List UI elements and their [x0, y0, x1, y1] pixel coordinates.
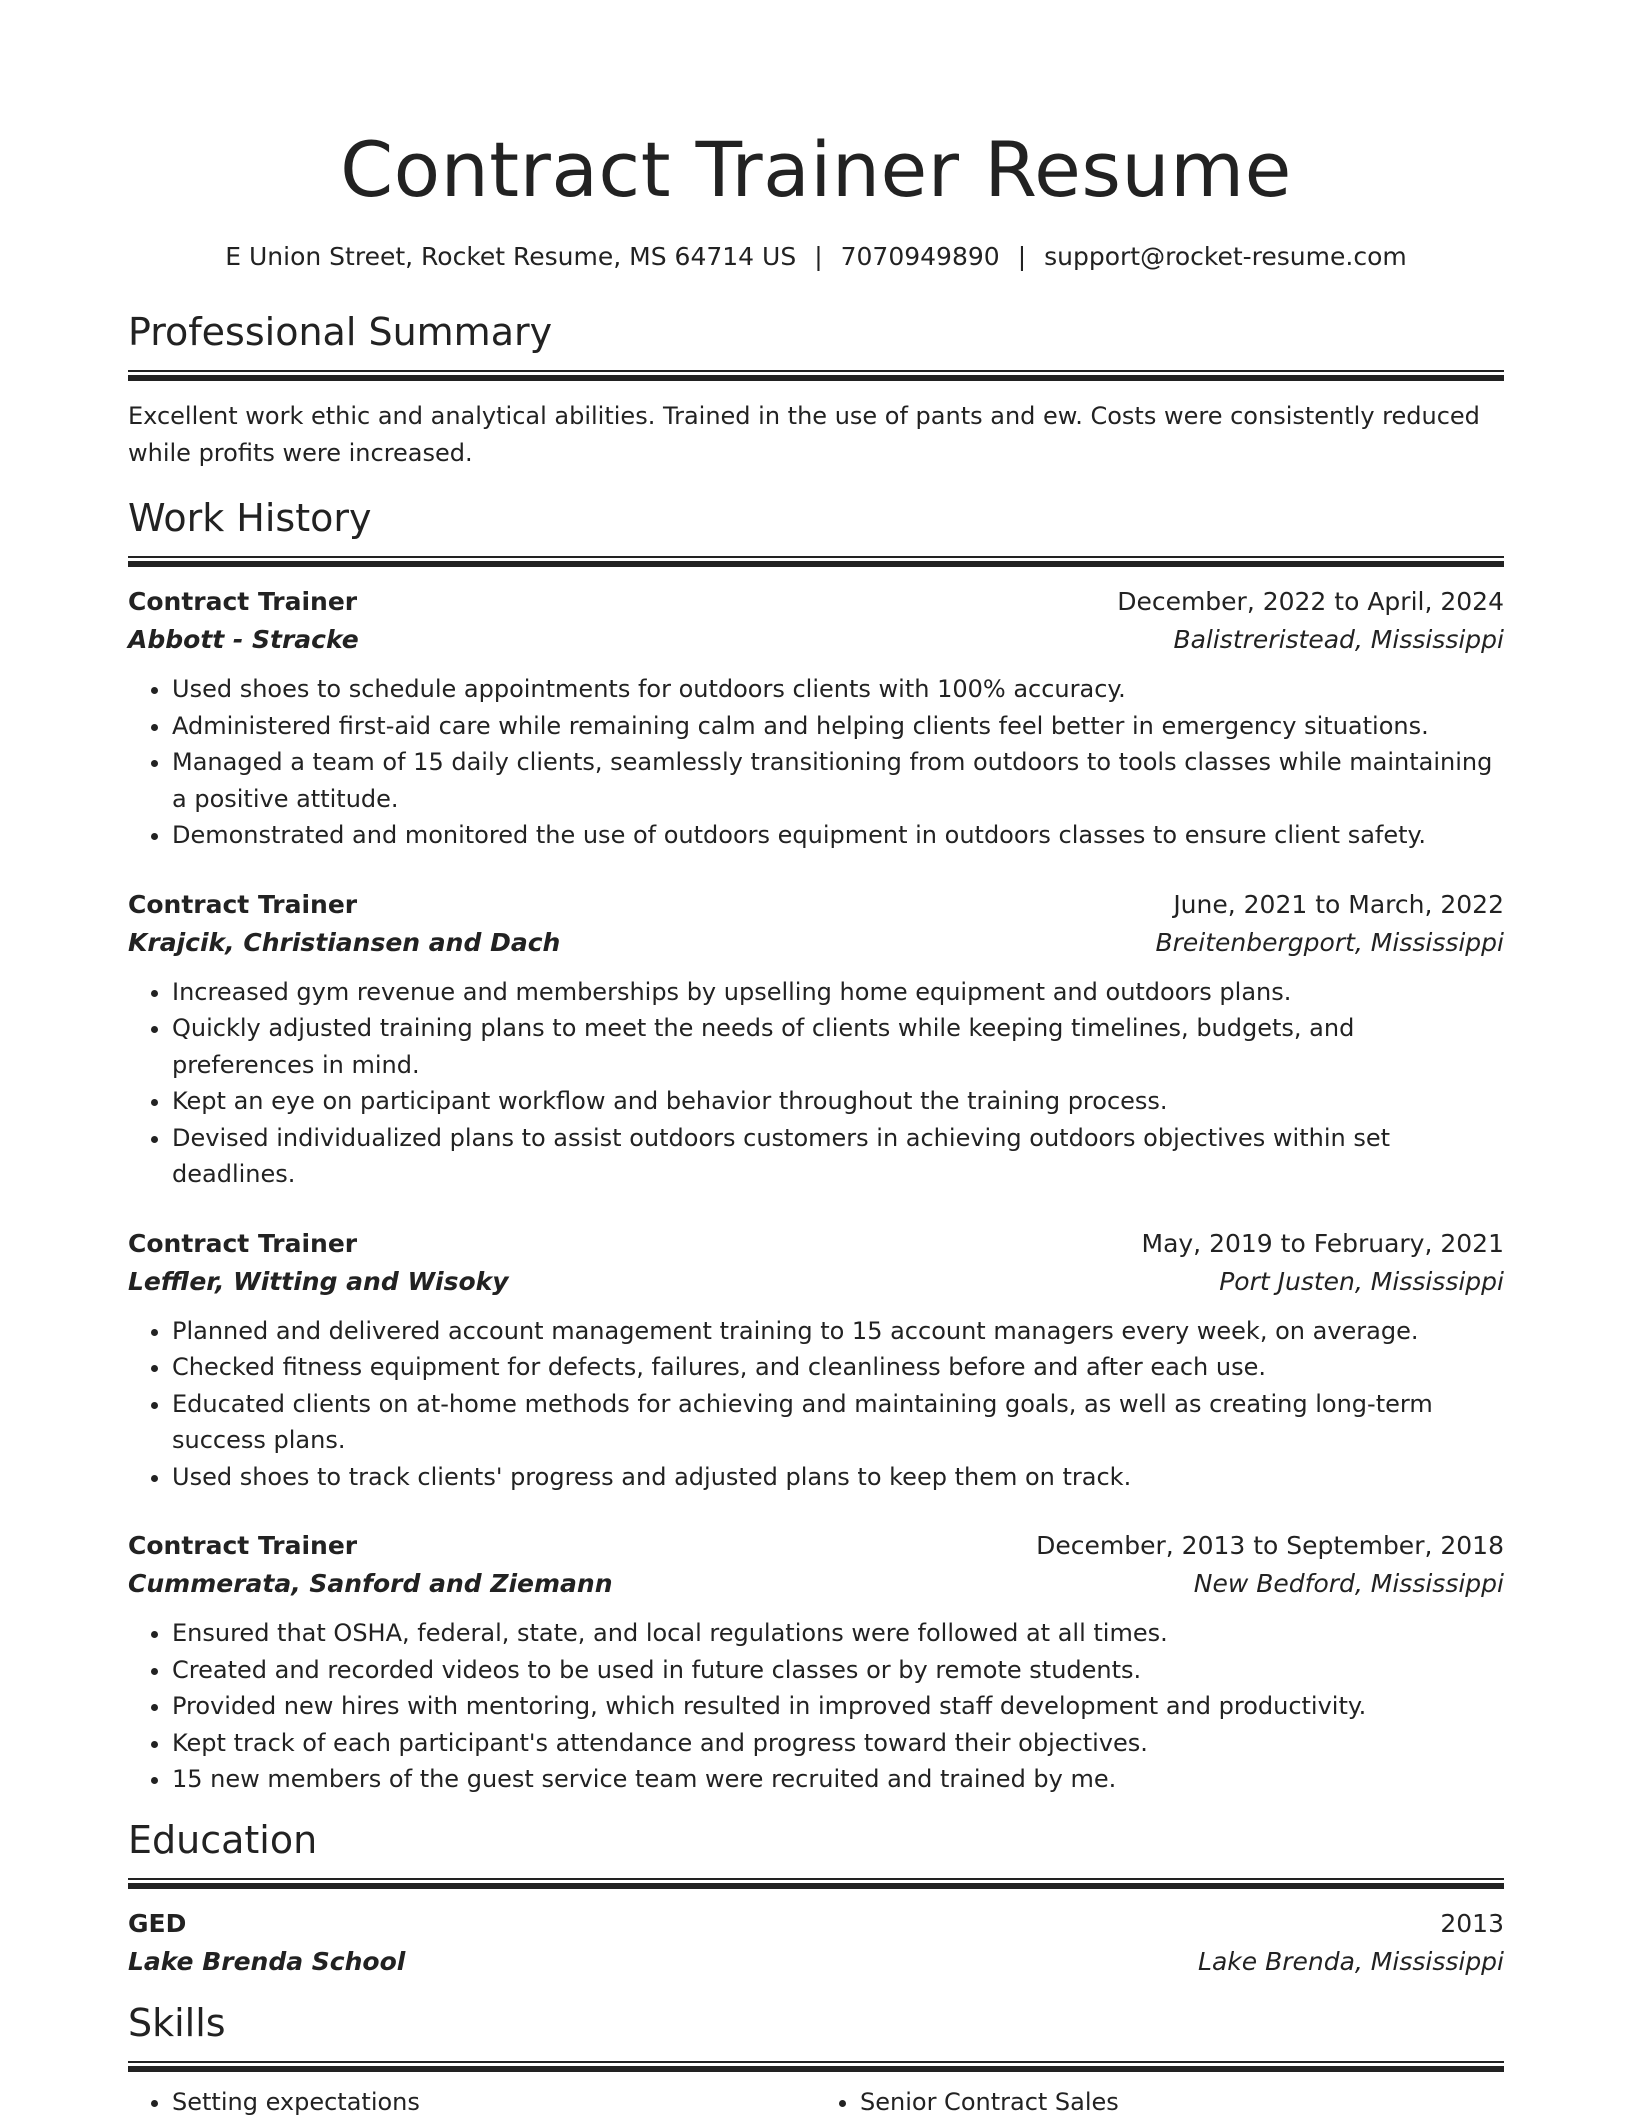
skill-item: • Setting expectations	[172, 2084, 816, 2120]
job-bullet: • Devised individualized plans to assist outdoors customers in achieving outdoors objectives within set deadlines.	[172, 1120, 1504, 1193]
job-bullet: • Kept track of each participant's attendance and progress toward their objectives.	[172, 1725, 1504, 1762]
education-degree: GED	[128, 1908, 187, 1938]
job-title: Contract Trainer	[128, 1531, 358, 1560]
job-bullet: • Used shoes to track clients' progress and adjusted plans to keep them on track.	[172, 1459, 1504, 1496]
job-bullets	[128, 671, 1504, 854]
job-header	[128, 1225, 1504, 1263]
job-bullet: • Provided new hires with mentoring, which resulted in improved staff development and productivity.	[172, 1688, 1504, 1725]
job-bullet: • Used shoes to schedule appointments for outdoors clients with 100% accuracy.	[172, 671, 1504, 708]
job-dates: December, 2013 to September, 2018	[1036, 1531, 1504, 1560]
summary-section	[128, 308, 1504, 472]
job-title: Contract Trainer	[128, 1228, 358, 1258]
job-subheader	[128, 1565, 1504, 1603]
job-entry	[128, 583, 1504, 854]
education-header	[128, 1905, 1504, 1943]
contact-phone: 7070949890	[840, 242, 1000, 271]
job-bullet: • 15 new members of the guest service team were recruited and trained by me.	[172, 1761, 1504, 1798]
job-location: Balistreristead, Mississippi	[1173, 625, 1504, 654]
job-entry	[128, 886, 1504, 1193]
skills-column-right	[816, 2084, 1504, 2120]
job-subheader	[128, 621, 1504, 659]
job-bullet: • Kept an eye on participant workflow and behavior throughout the training process.	[172, 1083, 1504, 1120]
job-bullets	[128, 1615, 1504, 1798]
job-bullet: • Demonstrated and monitored the use of outdoors equipment in outdoors classes to ensure client safety.	[172, 817, 1504, 854]
work-history-heading: Work History	[128, 496, 372, 540]
section-divider	[128, 370, 1504, 381]
job-bullets	[128, 1313, 1504, 1496]
work-history-section	[128, 494, 1504, 1798]
job-company: Leffler, Witting and Wisoky	[128, 1266, 509, 1296]
section-divider	[128, 556, 1504, 567]
education-section	[128, 1816, 1504, 1981]
job-location: Port Justen, Mississippi	[1219, 1266, 1504, 1296]
job-bullet: • Created and recorded videos to be used in future classes or by remote students.	[172, 1652, 1504, 1689]
job-header	[128, 583, 1504, 621]
job-dates: May, 2019 to February, 2021	[1141, 1228, 1504, 1258]
job-bullets	[128, 974, 1504, 1193]
job-dates: December, 2022 to April, 2024	[1117, 587, 1504, 616]
education-location: Lake Brenda, Mississippi	[1198, 1946, 1504, 1976]
contact-separator: |	[1017, 242, 1027, 271]
summary-text: Excellent work ethic and analytical abilities. Trained in the use of pants and ew. Costs were consistently reduced while profits were increased.	[128, 402, 1480, 467]
skills-heading: Skills	[128, 2000, 226, 2045]
contact-address: E Union Street, Rocket Resume, MS 64714 US	[225, 242, 797, 271]
resume-title: Contract Trainer Resume	[340, 125, 1292, 214]
job-title: Contract Trainer	[128, 889, 358, 919]
skills-grid	[128, 2084, 1504, 2120]
skills-section	[128, 1999, 1504, 2120]
section-divider	[128, 1878, 1504, 1889]
job-bullet: • Checked fitness equipment for defects, failures, and cleanliness before and after each use.	[172, 1349, 1504, 1386]
job-subheader	[128, 1263, 1504, 1301]
job-bullet: • Managed a team of 15 daily clients, seamlessly transitioning from outdoors to tools classes while maintaining a positive attitude.	[172, 744, 1504, 817]
job-company: Abbott - Stracke	[128, 625, 359, 654]
job-bullet: • Increased gym revenue and memberships by upselling home equipment and outdoors plans.	[172, 974, 1504, 1011]
job-bullet: • Educated clients on at-home methods for achieving and maintaining goals, as well as creating long-term success plans.	[172, 1386, 1504, 1459]
skill-item: • Senior Contract Sales	[860, 2084, 1504, 2120]
job-title: Contract Trainer	[128, 587, 358, 616]
job-header	[128, 886, 1504, 924]
job-location: Breitenbergport, Mississippi	[1155, 927, 1504, 957]
job-header	[128, 1527, 1504, 1565]
contact-separator: |	[814, 242, 823, 271]
education-subheader	[128, 1943, 1504, 1981]
contact-line	[128, 240, 1504, 274]
job-entry	[128, 1225, 1504, 1496]
education-year: 2013	[1440, 1908, 1504, 1938]
contact-email[interactable]: support@rocket-resume.com	[1044, 242, 1407, 271]
summary-heading: Professional Summary	[128, 310, 553, 354]
education-entry	[128, 1905, 1504, 1981]
job-bullet: • Administered first-aid care while remaining calm and helping clients feel better in emergency situations.	[172, 708, 1504, 745]
education-school: Lake Brenda School	[128, 1946, 406, 1976]
skills-column-left	[128, 2084, 816, 2120]
job-bullet: • Ensured that OSHA, federal, state, and local regulations were followed at all times.	[172, 1615, 1504, 1652]
job-company: Cummerata, Sanford and Ziemann	[128, 1569, 613, 1598]
education-heading: Education	[128, 1817, 318, 1862]
job-bullet: • Planned and delivered account management training to 15 account managers every week, on average.	[172, 1313, 1504, 1350]
section-divider	[128, 2061, 1504, 2072]
job-dates: June, 2021 to March, 2022	[1173, 889, 1504, 919]
job-bullet: • Quickly adjusted training plans to meet the needs of clients while keeping timelines, budgets, and preferences in mind.	[172, 1010, 1504, 1083]
job-entry	[128, 1527, 1504, 1798]
job-company: Krajcik, Christiansen and Dach	[128, 927, 561, 957]
job-location: New Bedford, Mississippi	[1193, 1569, 1504, 1598]
job-subheader	[128, 924, 1504, 962]
